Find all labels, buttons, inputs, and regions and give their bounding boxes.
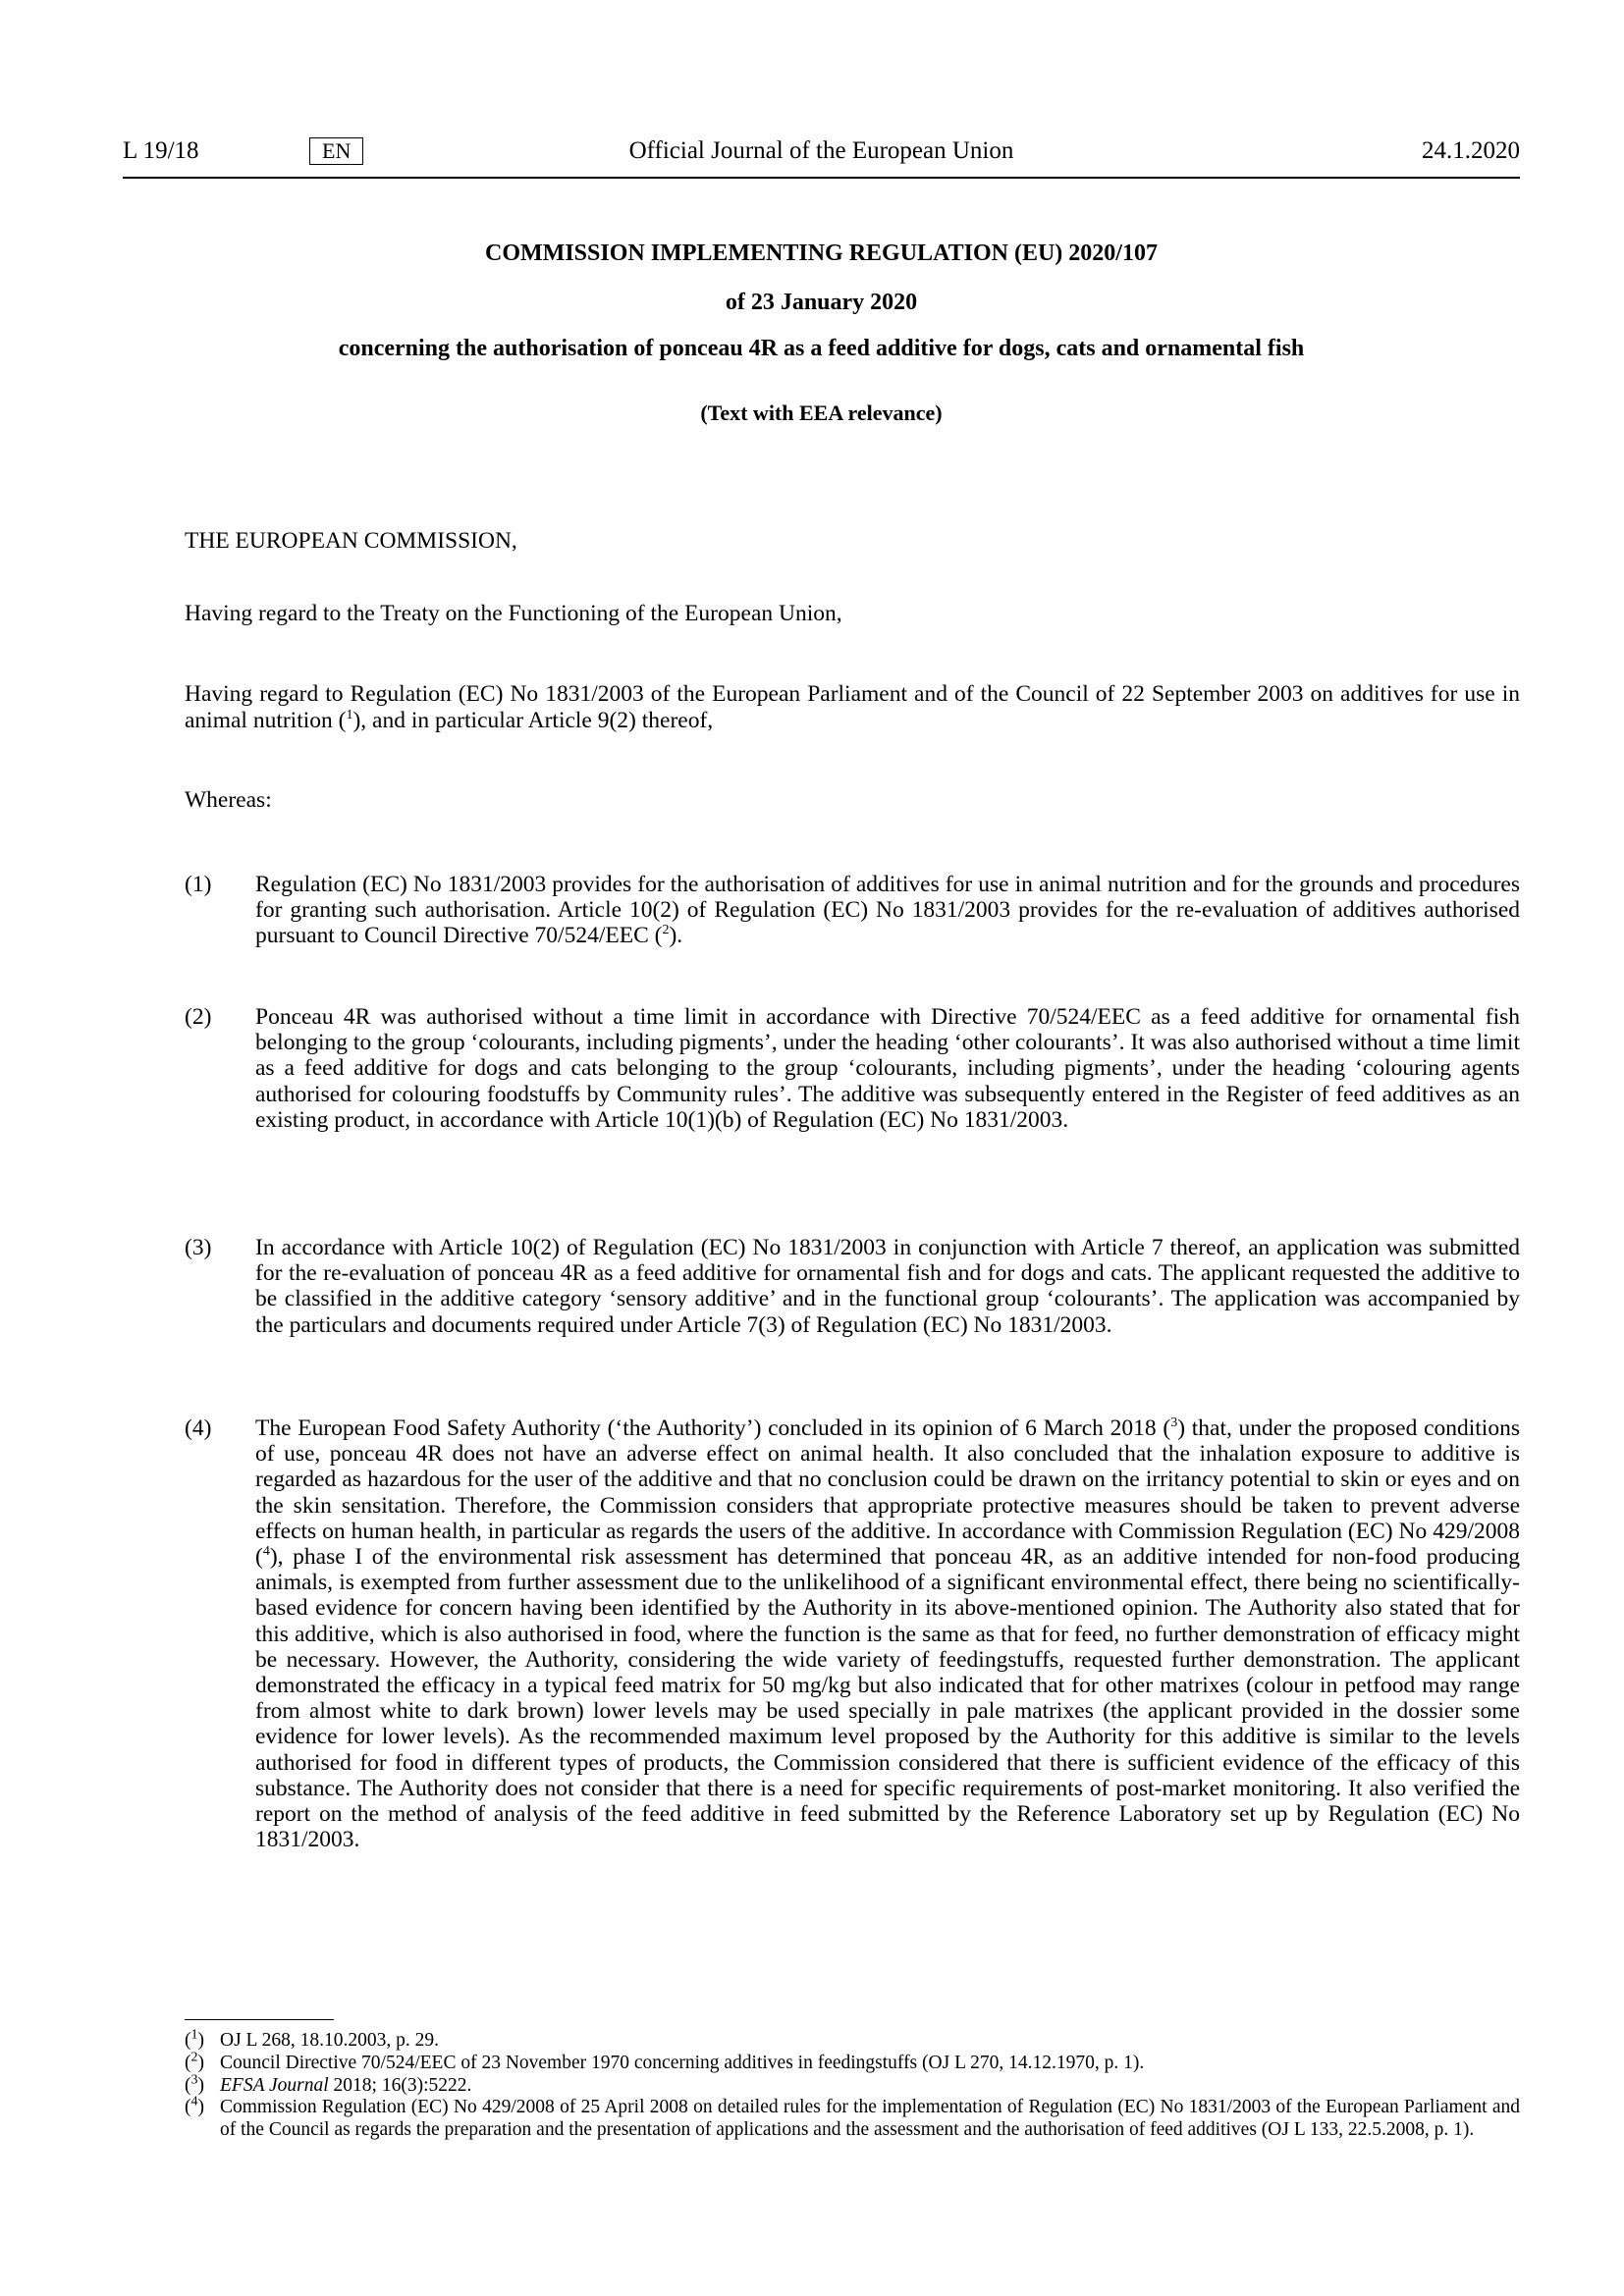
recital-number: (3) bbox=[185, 1235, 212, 1260]
page-reference: L 19/18 bbox=[123, 137, 199, 164]
recital-text: Ponceau 4R was authorised without a time limit in accordance with Directive 70/524/EEC as a feed additive for ornamental fish belonging to the group ‘colourants, including pigments’, under the heading ‘other colourants’. It was also authorised without a time limit as a feed additive for dogs and cats belonging to the group ‘colourants, including pigments’, under the heading ‘colouring agents authorised for colouring foodstuffs by Community rules’. The additive was subsequently entered in the Register of feed additives as an existing product, in accordance with Article 10(1)(b) of Regulation (EC) No 1831/2003. bbox=[255, 1004, 1520, 1133]
footnote-ref[interactable]: 2 bbox=[662, 923, 670, 938]
language-badge: EN bbox=[309, 137, 363, 165]
recital-text: Regulation (EC) No 1831/2003 provides for the authorisation of additives for use in animal nutrition and for the grounds and procedures for granting such authorisation. Article 10(2) of Regulation (EC) No 1831/2003 provides for the re-evaluation of additives authorised pursuant to Council Directive 70/524/EEC ($^2$). bbox=[255, 872, 1520, 949]
footnote-1: ($^1$) OJ L 268, 18.10.2003, p. 29. bbox=[185, 2027, 439, 2051]
recital-number: (2) bbox=[185, 1004, 212, 1030]
recital-text: The European Food Safety Authority (‘the Authority’) concluded in its opinion of 6 March 2018 ($^3$) that, under the proposed conditions of use, ponceau 4R does not have an adverse effect on animal health. It also concluded that the inhalation exposure to additive is regarded as hazardous for the user of the additive and that no conclusion could be drawn on the irritancy potential to skin or eyes and on the skin sensitation. Therefore, the Commission considers that appropriate protective measures should be taken to prevent adverse effects on human health, in particular as regards the users of the additive. In accordance with Commission Regulation (EC) No 429/2008 ($^4$), phase I of the environmental risk assessment has determined that ponceau 4R, as an additive intended for non-food producing animals, is exempted from further assessment due to the unlikelihood of a significant environmental effect, there being no scientifically-based evidence for concern having been identified by the Authority in its above-mentioned opinion. The Authority also stated that for this additive, which is also authorised in food, where the function is the same as that for feed, no further demonstration of efficacy might be necessary. However, the Authority, considering the wide variety of feedingstuffs, requested further demonstration. The applicant demonstrated the efficacy in a typical feed matrix for 50 mg/kg but also indicated that for other matrixes (colour in petfood may range from almost white to dark brown) lower levels may be used specially in pale matrixes (the applicant provided in the dossier some evidence for lower levels). As the recommended maximum level proposed by the Authority for this additive is similar to the levels authorised for food in different types of products, the Commission considered that there is sufficient evidence of the efficacy of this substance. The Authority does not consider that there is a need for specific requirements of post-market monitoring. It also verified the report on the method of analysis of the feed additive in feed submitted by the Reference Laboratory set up by Regulation (EC) No 1831/2003. bbox=[255, 1415, 1520, 1853]
eea-relevance: (Text with EEA relevance) bbox=[700, 400, 943, 425]
journal-title: Official Journal of the European Union bbox=[628, 137, 1014, 164]
preamble-treaty: Having regard to the Treaty on the Functioning of the European Union, bbox=[185, 601, 842, 626]
footnote-ref[interactable]: 3 bbox=[1170, 1415, 1178, 1431]
footnote-ref[interactable]: 4 bbox=[262, 1544, 270, 1560]
journal-header bbox=[123, 137, 1520, 179]
recital-text: In accordance with Article 10(2) of Regulation (EC) No 1831/2003 in conjunction with Article 7 thereof, an application was submitted for the re-evaluation of ponceau 4R as a feed additive for ornamental fish and for dogs and cats. The applicant requested the additive to be classified in the additive category ‘sensory additive’ and in the functional group ‘colourants’. The application was accompanied by the particulars and documents required under Article 7(3) of Regulation (EC) No 1831/2003. bbox=[255, 1235, 1520, 1338]
regulation-subject: concerning the authorisation of ponceau 4R as a feed additive for dogs, cats and ornamental fish bbox=[338, 336, 1305, 361]
footnotes bbox=[185, 2027, 1520, 2142]
regulation-date: of 23 January 2020 bbox=[725, 290, 918, 315]
publication-date: 24.1.2020 bbox=[1422, 137, 1520, 164]
preamble-regulation: Having regard to Regulation (EC) No 1831/2003 of the European Parliament and of the Council of 22 September 2003 on additives for use in animal nutrition ($^1$), and in particular Article 9(2) thereof, bbox=[185, 681, 1520, 733]
regulation-title: COMMISSION IMPLEMENTING REGULATION (EU) 2020/107 bbox=[485, 240, 1158, 266]
footnote-4: ($^4$) Commission Regulation (EC) No 429/2008 of 25 April 2008 on detailed rules for the implementation of Regulation (EC) No 1831/2003 of the European Parliament and of the Council as regards the preparation and the presentation of applications and the assessment and the authorisation of feed additives (OJ L 133, 22.5.2008, p. 1). bbox=[185, 2094, 1520, 2141]
whereas-heading: Whereas: bbox=[185, 787, 272, 813]
footnote-ref[interactable]: 1 bbox=[346, 708, 353, 723]
recital-number: (1) bbox=[185, 872, 212, 897]
footnote-2: ($^2$) Council Directive 70/524/EEC of 23 November 1970 concerning additives in feedingstuffs (OJ L 270, 14.12.1970, p. 1). bbox=[185, 2050, 1145, 2073]
footnote-divider bbox=[185, 2019, 334, 2020]
preamble-commission: THE EUROPEAN COMMISSION, bbox=[185, 528, 517, 554]
footnote-3: ($^3$) EFSA Journal 2018; 16(3):5222. bbox=[185, 2072, 472, 2096]
recital-number: (4) bbox=[185, 1415, 212, 1441]
